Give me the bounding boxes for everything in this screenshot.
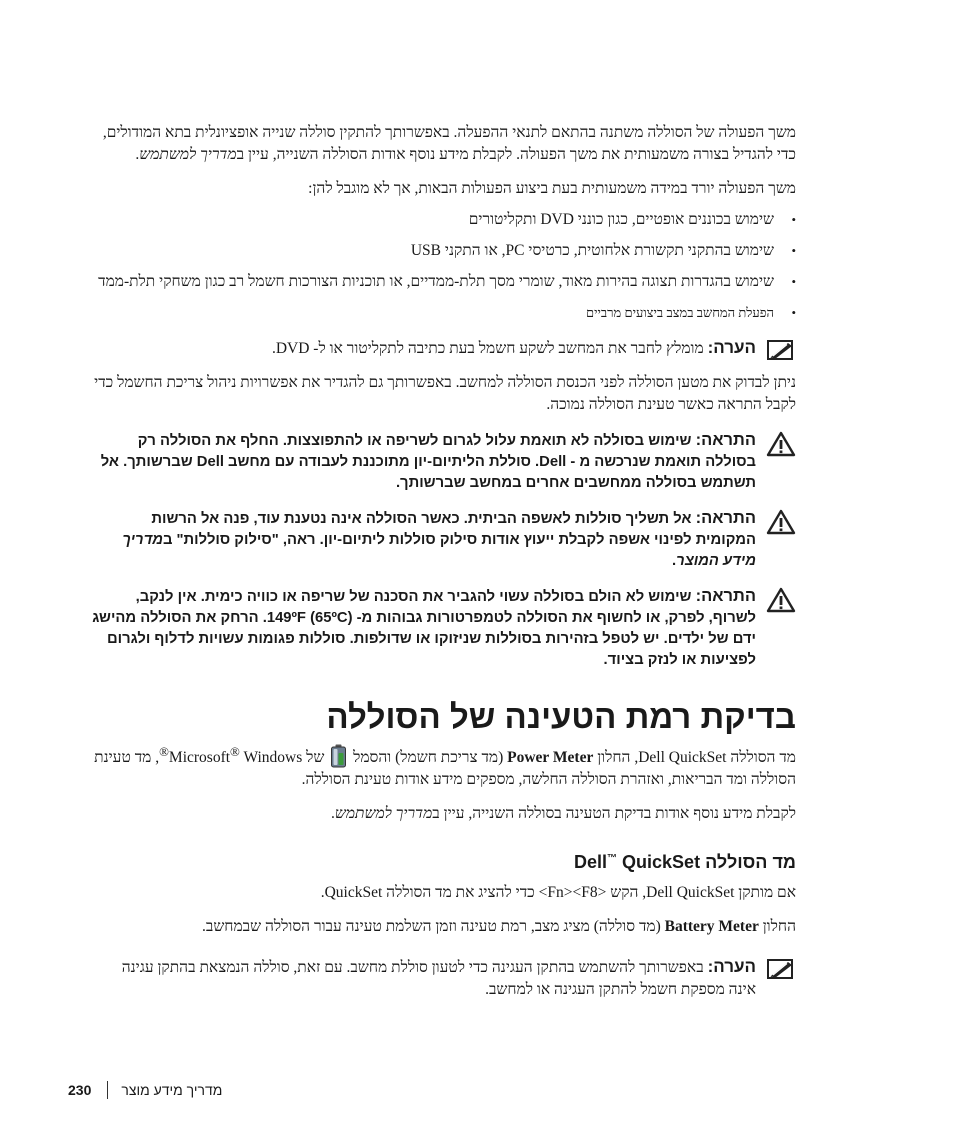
page-number: 230 [68, 1082, 92, 1098]
battery-meter-paragraph: החלון Battery Meter (מד סוללה) מציג מצב, רמת טעינה וזמן השלמת טעינה עבור הסוללה שבמחשב. [201, 918, 796, 936]
battery-check-paragraph: מד הסוללה Dell QuickSet, החלון Power Meter (מד צריכת חשמל) והסמל של Microsoft® Windows®, מד טעינת הסוללה ומד הבריאות, ואזהרת הסוללה החלשה, מספקים מידע אודות טעינת הסוללה. [94, 744, 796, 789]
note-label: הערה: [707, 338, 756, 357]
user-guide-ref: מדריך למשתמש [334, 805, 433, 823]
caution-text: אל תשליך סוללות לאשפה הביתית. כאשר הסוללה אינה נטענת עוד, פנה אל הרשות המקומית לפינוי אשפה לקבלת ייעוץ אודות סילוק סוללות ליתיום-יון. ראה, "סילוק סוללות" ב [151, 511, 756, 548]
intro-paragraph-2: משך הפעולה יורד במידה משמעותית בעת ביצוע הפעולות הבאות, אך לא מוגבל להן: [308, 180, 796, 197]
section-title: בדיקת רמת הטעינה של הסוללה [326, 698, 796, 735]
usage-list [92, 210, 796, 323]
page-content [92, 122, 796, 1001]
caution-text: שימוש בסוללה לא תואמת עלול לגרום לשריפה או להתפוצצות. החלף את הסוללה רק בסוללה תואמת שנרכשה מ - Dell. סוללת הליתיום-יון מתוכננת לעבודה עם מחשב Dell שברשותך. אל תשתמש בסוללה ממחשבים אחרים במחשב שברשותך. [100, 433, 756, 491]
list-item: • שימוש בהתקני תקשורת אלחוטית, כרטיסי PC, או התקני USB [92, 241, 774, 261]
footer-title: מדריך מידע מוצר [121, 1082, 223, 1098]
note-label: הערה: [707, 957, 756, 977]
pencil-note-icon [766, 957, 796, 981]
caution-label: התראה: [695, 587, 756, 605]
warning-triangle-icon [766, 431, 796, 457]
user-guide-ref: מדריך למשתמש [139, 146, 237, 163]
note-text: באפשרותך להשתמש בהתקן העגינה כדי לטעון סוללת מחשב. עם זאת, סוללה הנמצאת בהתקן עגינה אינה מספקת חשמל להתקן העגינה או למחשב. [121, 959, 756, 999]
subsection-title: מד הסוללה Dell™ QuickSet [574, 852, 796, 873]
note-docking [92, 956, 796, 1001]
warning-triangle-icon [766, 587, 796, 613]
power-meter-label: Power Meter [507, 749, 594, 767]
caution-misuse [92, 586, 796, 671]
page-footer [68, 1081, 222, 1099]
list-item: • שימוש בהגדרות תצוגה בהירות מאוד, שומרי מסך תלת-ממדיים, או תוכניות הצורכות חשמל רב כגון משחקי תלת-ממד [92, 272, 774, 292]
caution-label: התראה: [695, 509, 756, 527]
caution-disposal: התראה: אל תשליך סוללות לאשפה הביתית. כאשר הסוללה אינה נטענת עוד, פנה אל הרשות המקומית לפינוי אשפה לקבלת ייעוץ אודות סילוק סוללות ליתיום-יון. ראה, "סילוק סוללות" במדריך מידע המוצר. [92, 508, 796, 572]
caution-incompatible-battery [92, 430, 796, 494]
warning-triangle-icon [766, 509, 796, 535]
note-text: מומלץ לחבר את המחשב לשקע חשמל בעת כתיבה לתקליטור או ל- DVD. [271, 340, 708, 357]
list-item: • שימוש בכוננים אופטיים, כגון כונני DVD ותקליטורים [92, 210, 774, 230]
footer-divider [107, 1081, 108, 1099]
battery-icon [330, 744, 347, 768]
caution-label: התראה: [695, 431, 756, 449]
quickset-paragraph: אם מותקן Dell QuickSet, הקש <Fn><F8> כדי להציג את מד הסוללה QuickSet. [320, 884, 796, 902]
battery-meter-label: Battery Meter [664, 918, 759, 936]
note-dvd [92, 337, 796, 360]
second-battery-paragraph: לקבלת מידע נוסף אודות בדיקת הטעינה בסוללה השנייה, עיין במדריך למשתמש. [331, 805, 796, 823]
list-item: • הפעלת המחשב במצב ביצועים מרביים [92, 303, 774, 323]
product-guide-ref: מדריך מידע המוצר [122, 532, 756, 569]
intro-paragraph: משך הפעולה של הסוללה משתנה בהתאם לתנאי ההפעלה. באפשרותך להתקין סוללה שנייה אופציונלית בתא המודולים, כדי להגדיל בצורה משמעותית את משך הפעולה. לקבלת מידע נוסף אודות הסוללה השנייה, עיין במדריך למשתמש. [102, 124, 796, 163]
pencil-note-icon [766, 338, 796, 362]
charge-paragraph: ניתן לבדוק את מטען הסוללה לפני הכנסת הסוללה למחשב. באפשרותך גם להגדיר את אפשרויות ניהול צריכת החשמל כדי לקבל התראה כאשר טעינת הסוללה נמוכה. [94, 374, 796, 413]
caution-text: שימוש לא הולם בסוללה עשוי להגביר את הסכנה של שריפה או כוויה כימית. אין לנקב, לשרוף, לפרק, או לחשוף את הסוללה לטמפרטורות גבוהות מ- (65ºC) 149ºF. הרחק את הסוללה מהישג ידם של ילדים. יש לטפל בזהירות בסוללות שניזוקו או שדולפות. סוללות פגומות עשויות לדלוף ולגרום לפציעות או לנזק בציוד. [92, 589, 756, 668]
